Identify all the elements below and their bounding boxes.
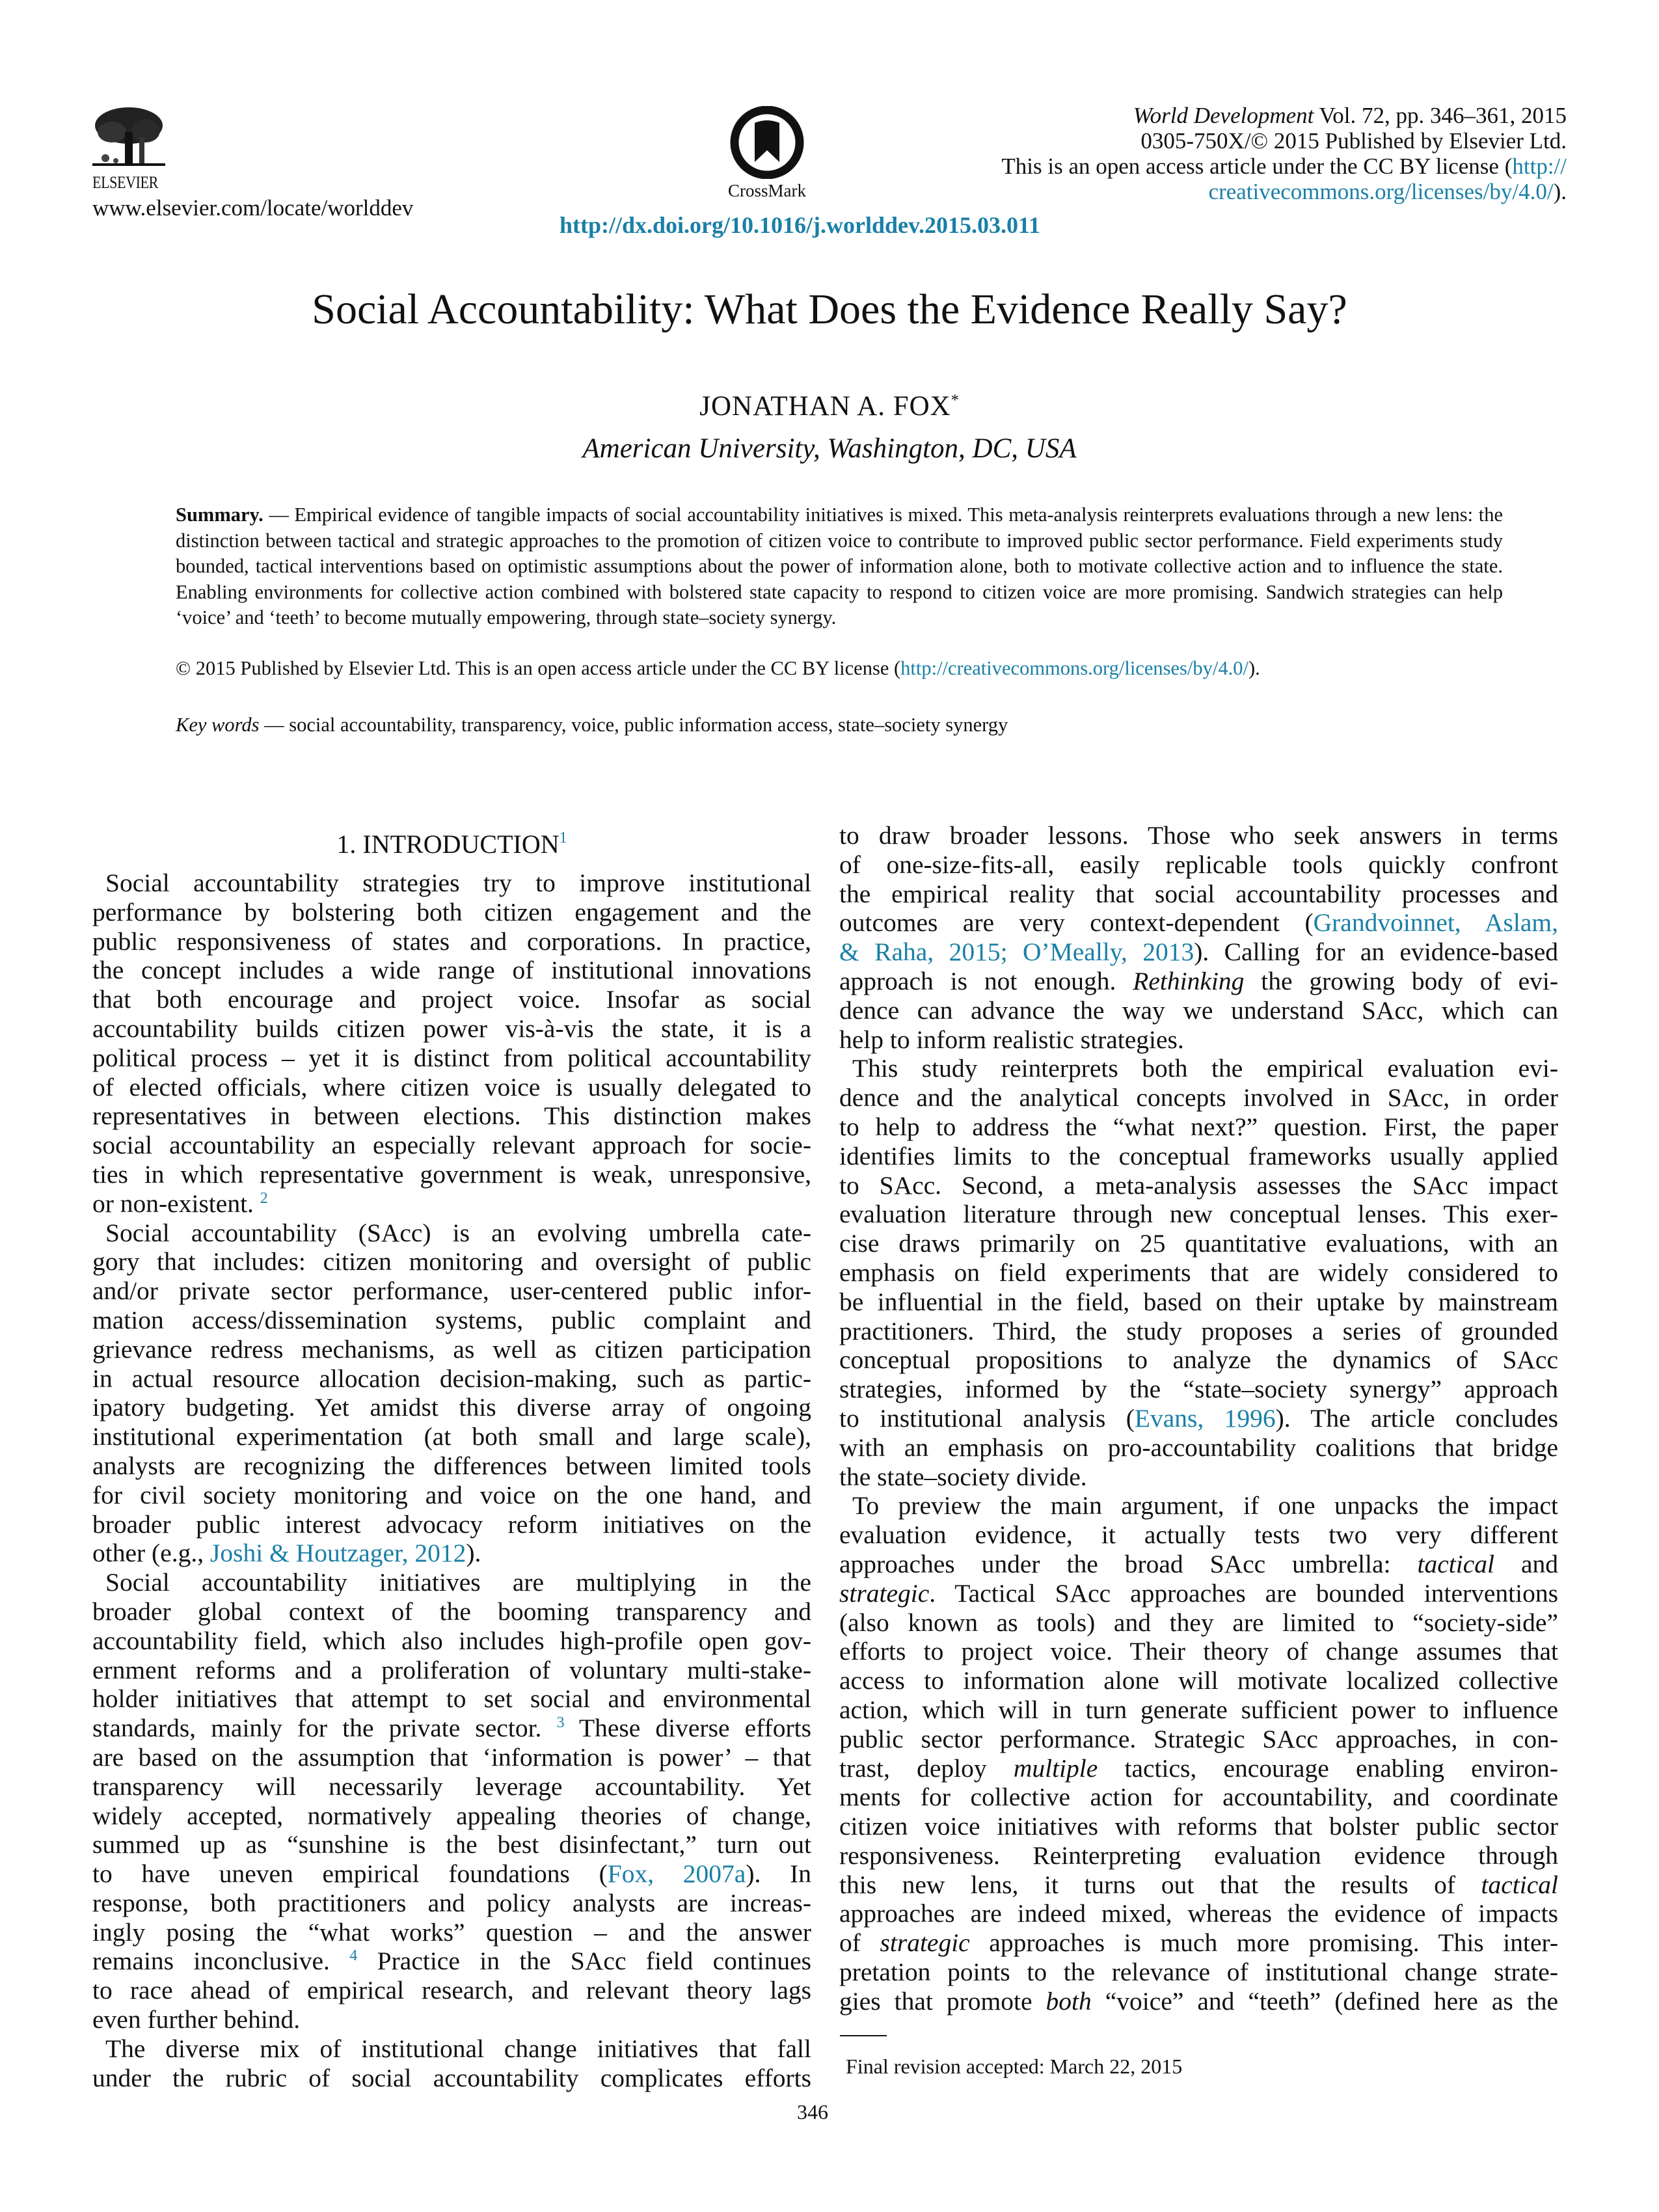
- body-line: holder initiatives that attempt to set social and environmental: [92, 1684, 811, 1714]
- keywords-text: social accountability, transparency, voice, public information access, state–society synergy: [289, 714, 1008, 736]
- license-prefix: This is an open access article under the CC BY license (: [1001, 154, 1513, 179]
- crossmark-icon[interactable]: [729, 106, 805, 179]
- body-line: [839, 1870, 1558, 1900]
- body-line: for civil society monitoring and voice on the one hand, and: [92, 1480, 811, 1509]
- body-line: [92, 1189, 811, 1219]
- body-line: grievance redress mechanisms, as well as citizen participation: [92, 1334, 811, 1364]
- body-line: widely accepted, normatively appealing theories of change,: [92, 1801, 811, 1830]
- copyright-license-link[interactable]: http://creativecommons.org/licenses/by/4.0/: [900, 657, 1248, 679]
- body-line: [839, 967, 1558, 996]
- author-footnote-marker[interactable]: *: [951, 392, 960, 409]
- body-line: the state–society divide.: [839, 1462, 1087, 1491]
- body-line: [839, 937, 1558, 967]
- body-text: ). In: [746, 1859, 811, 1889]
- elsevier-tree-logo-icon: [92, 106, 165, 168]
- body-line: summed up as “sunshine is the best disinfectant,” turn out: [92, 1830, 811, 1859]
- body-line: [92, 1859, 811, 1889]
- body-line: responsiveness. Reinterpreting evaluation evidence through: [839, 1841, 1558, 1870]
- body-line: efforts to project voice. Their theory of change assumes that: [839, 1637, 1558, 1666]
- emphasis-tactical-2: tactical: [1481, 1870, 1558, 1899]
- keywords-dash: —: [259, 714, 290, 736]
- body-text: standards, mainly for the private sector.: [92, 1714, 542, 1743]
- journal-name: World Development: [1133, 103, 1314, 128]
- body-line: access to information alone will motivate localized collective: [839, 1666, 1558, 1695]
- body-line: to race ahead of empirical research, and relevant theory lags: [92, 1976, 811, 2005]
- citation-evans-1996[interactable]: Evans, 1996: [1134, 1403, 1276, 1433]
- body-line: ments for collective action for accountability, and coordinate: [839, 1783, 1558, 1812]
- body-text: to institutional analysis (: [839, 1403, 1135, 1433]
- emphasis-tactical: tactical: [1417, 1549, 1494, 1578]
- issn-line: 0305-750X/© 2015 Published by Elsevier Ltd.: [1140, 128, 1567, 154]
- body-line: [92, 1714, 811, 1743]
- body-line: practitioners. Third, the study proposes a series of grounded: [839, 1316, 1558, 1345]
- emphasis-multiple: multiple: [1013, 1753, 1098, 1783]
- body-line: mation access/dissemination systems, public complaint and: [92, 1305, 811, 1334]
- footnote-ref-2[interactable]: 2: [260, 1189, 268, 1207]
- page-number: 346: [797, 2100, 828, 2124]
- crossmark-label: CrossMark: [728, 181, 806, 200]
- body-line: citizen voice initiatives with reforms that bolster public sector: [839, 1812, 1558, 1841]
- body-line: evaluation literature through new conceptual lenses. This exer-: [839, 1200, 1558, 1229]
- body-line: with an emphasis on pro-accountability coalitions that bridge: [839, 1433, 1558, 1462]
- body-line: [839, 908, 1558, 937]
- body-text: remains inconclusive.: [92, 1947, 330, 1976]
- body-line: analysts are recognizing the differences between limited tools: [92, 1451, 811, 1480]
- body-line: emphasis on field experiments that are widely considered to: [839, 1258, 1558, 1287]
- footnote-ref-3[interactable]: 3: [556, 1714, 565, 1732]
- keywords: [176, 714, 1008, 736]
- body-line: the concept includes a wide range of institutional innovations: [92, 956, 811, 985]
- body-line: broader global context of the booming transparency and: [92, 1597, 811, 1626]
- body-line: even further behind.: [92, 2005, 301, 2034]
- body-line: broader public interest advocacy reform initiatives on the: [92, 1509, 811, 1539]
- author-name: [0, 390, 1659, 422]
- citation-fox-2007a[interactable]: Fox, 2007a: [607, 1859, 746, 1889]
- left-column: [92, 869, 811, 2092]
- article-title: Social Accountability: What Does the Evidence Really Say?: [312, 286, 1347, 333]
- license-suffix: ).: [1553, 179, 1567, 204]
- body-text: ).: [466, 1539, 481, 1568]
- body-text: ). The article concludes: [1275, 1403, 1558, 1433]
- body-line: evaluation evidence, it actually tests two very different: [839, 1520, 1558, 1550]
- body-line: to SAcc. Second, a meta-analysis assesses the SAcc impact: [839, 1170, 1558, 1200]
- doi-link[interactable]: http://dx.doi.org/10.1016/j.worlddev.2015.03.011: [560, 212, 1041, 238]
- copyright-prefix: © 2015 Published by Elsevier Ltd. This is an open access article under the CC BY license (: [176, 657, 901, 679]
- body-line: political process – yet it is distinct from political accountability: [92, 1043, 811, 1072]
- body-line: dence and the analytical concepts involved in SAcc, in order: [839, 1083, 1558, 1113]
- citation-grandvoinnet-2015[interactable]: Grandvoinnet, Aslam,: [1313, 908, 1558, 937]
- emphasis-rethinking: Rethinking: [1133, 966, 1245, 995]
- body-text: approach is not enough.: [839, 966, 1133, 995]
- body-text: . Tactical SAcc approaches are bounded interventions: [929, 1578, 1558, 1608]
- body-line: conceptual propositions to analyze the dynamics of SAcc: [839, 1345, 1558, 1375]
- right-column: [839, 821, 1558, 2016]
- body-line: the empirical reality that social accountability processes and: [839, 879, 1558, 908]
- body-line: [839, 1550, 1558, 1579]
- citation-grandvoinnet-omeally[interactable]: & Raha, 2015; O’Meally, 2013: [839, 937, 1194, 967]
- body-text: outcomes are very context-dependent (: [839, 908, 1314, 937]
- body-line: institutional experimentation (at both small and large scale),: [92, 1422, 811, 1451]
- section-heading: [92, 829, 811, 859]
- body-text: to have uneven empirical foundations (: [92, 1859, 608, 1889]
- body-text: the growing body of evi-: [1244, 966, 1558, 995]
- body-line: that both encourage and project voice. Insofar as social: [92, 985, 811, 1014]
- body-line: gory that includes: citizen monitoring and oversight of public: [92, 1247, 811, 1276]
- body-line: [839, 1404, 1558, 1433]
- copyright-suffix: ).: [1248, 657, 1260, 679]
- body-text: “voice” and “teeth” (defined here as the: [1091, 1986, 1559, 2016]
- footnote-ref-1[interactable]: 1: [559, 830, 567, 846]
- journal-volume: Vol. 72, pp. 346–361, 2015: [1314, 103, 1567, 128]
- body-line: transparency will necessarily leverage accountability. Yet: [92, 1772, 811, 1801]
- publisher-name: ELSEVIER: [92, 173, 158, 192]
- body-line: social accountability an especially relevant approach for socie-: [92, 1131, 811, 1160]
- emphasis-strategic: strategic: [839, 1578, 930, 1608]
- body-line: response, both practitioners and policy analysts are increas-: [92, 1888, 811, 1917]
- body-line: help to inform realistic strategies.: [839, 1025, 1184, 1054]
- body-line: This study reinterprets both the empirical evaluation evi-: [852, 1054, 1558, 1083]
- body-text: approaches is much more promising. This inter-: [969, 1928, 1559, 1958]
- body-text: or non-existent.: [92, 1189, 254, 1218]
- footnote-ref-4[interactable]: 4: [349, 1947, 358, 1965]
- body-line: of elected officials, where citizen voice is usually delegated to: [92, 1072, 811, 1101]
- license-link-part1[interactable]: http://: [1512, 154, 1567, 179]
- body-line: representatives in between elections. This distinction makes: [92, 1101, 811, 1131]
- body-line: Social accountability initiatives are multiplying in the: [105, 1568, 811, 1597]
- body-line: approaches are indeed mixed, whereas the evidence of impacts: [839, 1899, 1558, 1928]
- footnote-revision-date: Final revision accepted: March 22, 2015: [846, 2055, 1183, 2078]
- copyright-line: [176, 657, 1260, 680]
- author-affiliation: American University, Washington, DC, USA: [582, 433, 1077, 464]
- keywords-label: Key words: [176, 714, 260, 736]
- body-text: These diverse efforts: [564, 1714, 811, 1743]
- emphasis-strategic-2: strategic: [880, 1928, 970, 1958]
- body-line: in actual resource allocation decision-making, such as partic-: [92, 1364, 811, 1393]
- body-text: other (e.g.,: [92, 1539, 210, 1568]
- body-line: accountability builds citizen power vis-à-vis the state, it is a: [92, 1014, 811, 1043]
- license-link-part2[interactable]: creativecommons.org/licenses/by/4.0/: [1208, 179, 1554, 204]
- footnote-divider: [840, 2035, 887, 2036]
- body-line: to draw broader lessons. Those who seek answers in terms: [839, 821, 1558, 850]
- body-line: ingly posing the “what works” question – and the answer: [92, 1917, 811, 1947]
- summary-dash: —: [263, 504, 295, 526]
- body-line: dence can advance the way we understand SAcc, which can: [839, 995, 1558, 1025]
- body-line: public responsiveness of states and corporations. In practice,: [92, 926, 811, 956]
- body-text: of: [839, 1928, 880, 1958]
- summary-label: Summary.: [176, 504, 263, 526]
- body-text: approaches under the broad SAcc umbrella:: [839, 1549, 1418, 1578]
- body-text: Practice in the SAcc field continues: [357, 1947, 811, 1976]
- body-line: ipatory budgeting. Yet amidst this diverse array of ongoing: [92, 1393, 811, 1422]
- abstract: [176, 502, 1503, 631]
- body-line: pretation points to the relevance of institutional change strate-: [839, 1958, 1558, 1987]
- journal-info: [1001, 103, 1567, 204]
- body-text: tactics, encourage enabling environ-: [1098, 1753, 1558, 1783]
- body-line: action, which will in turn generate sufficient power to influence: [839, 1695, 1558, 1724]
- citation-joshi-houtzager-2012[interactable]: Joshi & Houtzager, 2012: [209, 1539, 466, 1568]
- body-line: strategies, informed by the “state–society synergy” approach: [839, 1375, 1558, 1404]
- summary-text: Empirical evidence of tangible impacts of social accountability initiatives is mixed. This meta-analysis reinterprets evaluations through a new lens: the distinction between tactical and strategic approaches to the promotion of citizen voice to contribute to improved public sector performance. Field experiments study bounded, tactical interventions based on optimistic assumptions about the power of information alone, both to motivate collective action and to influence the state. Enabling environments for collective action combined with bolstered state capacity to respond to citizen voice are more promising. Sandwich strategies can help ‘voice’ and ‘teeth’ to become mutually empowering, through state–society synergy.: [176, 504, 1503, 628]
- body-text: gies that promote: [839, 1986, 1046, 2016]
- body-line: identifies limits to the conceptual frameworks usually applied: [839, 1141, 1558, 1170]
- body-line: [839, 1987, 1558, 2016]
- body-line: public sector performance. Strategic SAcc approaches, in con-: [839, 1724, 1558, 1753]
- journal-url[interactable]: www.elsevier.com/locate/worlddev: [92, 195, 414, 221]
- body-line: accountability field, which also includes high-profile open gov-: [92, 1626, 811, 1655]
- body-line: (also known as tools) and they are limited to “society-side”: [839, 1608, 1558, 1637]
- body-text: and: [1494, 1549, 1558, 1578]
- body-line: [92, 1947, 811, 1976]
- body-line: cise draws primarily on 25 quantitative evaluations, with an: [839, 1229, 1558, 1258]
- emphasis-both: both: [1045, 1986, 1092, 2016]
- body-line: To preview the main argument, if one unpacks the impact: [852, 1491, 1558, 1520]
- body-line: of one-size-fits-all, easily replicable tools quickly confront: [839, 850, 1558, 879]
- body-line: under the rubric of social accountability complicates efforts: [92, 2063, 811, 2092]
- body-line: [839, 1754, 1558, 1783]
- author-name-text: JONATHAN A. FOX: [699, 391, 951, 422]
- body-line: performance by bolstering both citizen engagement and the: [92, 897, 811, 926]
- body-line: [92, 1539, 811, 1568]
- body-text: this new lens, it turns out that the results of: [839, 1870, 1481, 1899]
- body-line: ernment reforms and a proliferation of voluntary multi-stake-: [92, 1655, 811, 1684]
- body-line: Social accountability strategies try to improve institutional: [105, 869, 811, 897]
- body-text: ). Calling for an evidence-based: [1194, 937, 1558, 967]
- section-heading-text: 1. INTRODUCTION: [336, 830, 560, 859]
- body-text: trast, deploy: [839, 1753, 1014, 1783]
- body-line: [839, 1579, 1558, 1608]
- body-line: and/or private sector performance, user-centered public infor-: [92, 1276, 811, 1306]
- body-line: ties in which representative government is weak, unresponsive,: [92, 1159, 811, 1189]
- body-line: [839, 1928, 1558, 1958]
- body-line: to help to address the “what next?” question. First, the paper: [839, 1112, 1558, 1141]
- body-line: The diverse mix of institutional change initiatives that fall: [105, 2034, 811, 2063]
- body-line: Social accountability (SAcc) is an evolving umbrella cate-: [105, 1218, 811, 1247]
- body-line: are based on the assumption that ‘information is power’ – that: [92, 1742, 811, 1772]
- body-line: be influential in the field, based on their uptake by mainstream: [839, 1287, 1558, 1316]
